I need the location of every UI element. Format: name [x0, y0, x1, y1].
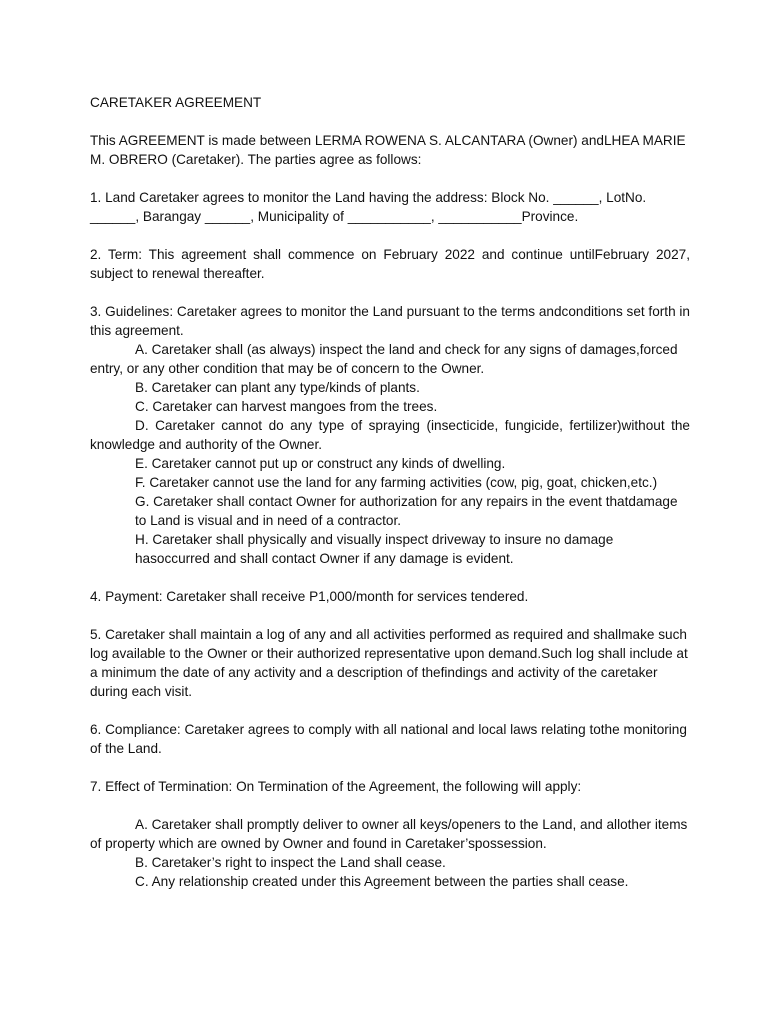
guideline-d-text: D. Caretaker cannot do any type of spraying (insecticide, fungicide, fertilizer)without the knowledge and authority of the Owner.	[90, 418, 690, 452]
clause-6-compliance: 6. Compliance: Caretaker agrees to comply with all national and local laws relating tothe monitoring of the Land.	[90, 722, 687, 756]
document-page	[90, 93, 690, 891]
termination-a-text: A. Caretaker shall promptly deliver to owner all keys/openers to the Land, and allother items of property which are owned by Owner and found in Caretaker’spossession.	[90, 817, 688, 851]
clause-2-term: 2. Term: This agreement shall commence on February 2022 and continue untilFebruary 2027, subject to renewal thereafter.	[90, 247, 690, 281]
clause-1: 1. Land Caretaker agrees to monitor the Land having the address: Block No. ______, LotNo. ______, Barangay ______, Municipality of ___________, ___________Province.	[90, 190, 647, 224]
termination-b: B. Caretaker’s right to inspect the Land shall cease.	[135, 855, 446, 870]
guideline-a-text: A. Caretaker shall (as always) inspect the land and check for any signs of damages,forced entry, or any other condition that may be of concern to the Owner.	[90, 342, 678, 376]
guideline-b: B. Caretaker can plant any type/kinds of plants.	[135, 380, 420, 395]
clause-5-log: 5. Caretaker shall maintain a log of any and all activities performed as required and shallmake such log available to the Owner or their authorized representative upon demand.Such log shall include at a minimum the date of any activity and a description of thefindings and activity of the caretaker during each visit.	[90, 627, 688, 699]
clause-4-payment: 4. Payment: Caretaker shall receive P1,000/month for services tendered.	[90, 589, 529, 604]
spacer	[90, 568, 690, 587]
document-title: CARETAKER AGREEMENT	[90, 95, 262, 110]
guideline-h: H. Caretaker shall physically and visually inspect driveway to insure no damage hasoccurred and shall contact Owner if any damage is evident.	[135, 532, 614, 566]
termination-c: C. Any relationship created under this Agreement between the parties shall cease.	[135, 874, 629, 889]
guideline-f: F. Caretaker cannot use the land for any farming activities (cow, pig, goat, chicken,etc.)	[135, 475, 658, 490]
guideline-a	[90, 340, 690, 378]
guideline-g: G. Caretaker shall contact Owner for authorization for any repairs in the event thatdamage to Land is visual and in need of a contractor.	[135, 494, 678, 528]
guideline-e: E. Caretaker cannot put up or construct any kinds of dwelling.	[135, 456, 506, 471]
intro-paragraph: This AGREEMENT is made between LERMA ROWENA S. ALCANTARA (Owner) andLHEA MARIE M. OBRERO (Caretaker). The parties agree as follows:	[90, 133, 686, 167]
guideline-d	[90, 416, 690, 454]
guideline-c: C. Caretaker can harvest mangoes from the trees.	[135, 399, 438, 414]
termination-a	[90, 815, 690, 853]
clause-7-termination: 7. Effect of Termination: On Termination of the Agreement, the following will apply:	[90, 779, 582, 794]
clause-3-guidelines: 3. Guidelines: Caretaker agrees to monitor the Land pursuant to the terms andconditions set forth in this agreement.	[90, 304, 690, 338]
